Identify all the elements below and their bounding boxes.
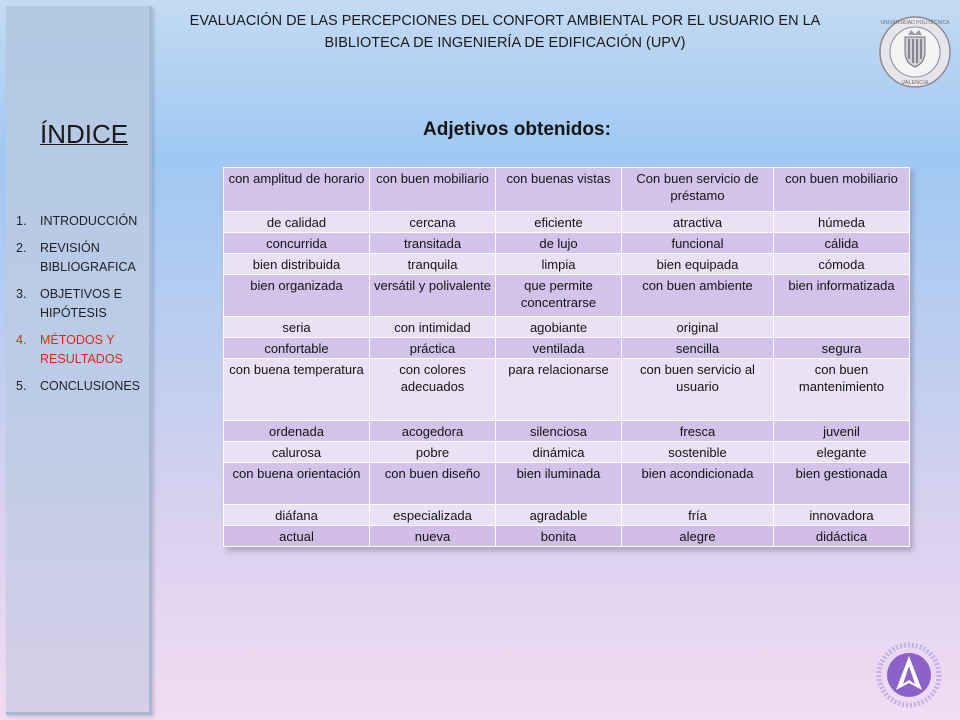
table-cell: que permite concentrarse — [496, 275, 622, 317]
table-cell: húmeda — [774, 212, 910, 233]
header-line-2: BIBLIOTECA DE INGENIERÍA DE EDIFICACIÓN (UPV) — [324, 35, 686, 51]
table-cell: calurosa — [224, 442, 370, 463]
table-row — [224, 212, 910, 233]
table-row — [224, 254, 910, 275]
seal-text-top: UNIVERSIDAD POLITÉCNICA — [880, 20, 950, 26]
table-cell: segura — [774, 338, 910, 359]
menu-item-metodos[interactable] — [16, 331, 141, 369]
menu-item-number: 1. — [16, 214, 27, 228]
table-cell: dinámica — [496, 442, 622, 463]
table-cell: con buen servicio al usuario — [622, 359, 774, 421]
table-cell: confortable — [224, 338, 370, 359]
table-cell: agobiante — [496, 317, 622, 338]
table-cell: con buen diseño — [370, 463, 496, 505]
university-seal-icon — [878, 15, 952, 89]
table-cell: eficiente — [496, 212, 622, 233]
table-cell: ventilada — [496, 338, 622, 359]
table-cell: bien organizada — [224, 275, 370, 317]
table-cell: acogedora — [370, 421, 496, 442]
table-cell: atractiva — [622, 212, 774, 233]
table-cell: ordenada — [224, 421, 370, 442]
table-cell: sostenible — [622, 442, 774, 463]
menu-item-number: 3. — [16, 287, 27, 301]
table-cell: seria — [224, 317, 370, 338]
school-logo-icon — [874, 640, 944, 710]
table-row — [224, 421, 910, 442]
table-cell: bien iluminada — [496, 463, 622, 505]
table-cell: fresca — [622, 421, 774, 442]
table-cell: con buen mobiliario — [774, 168, 910, 212]
page-header — [180, 10, 830, 54]
table-cell: bien gestionada — [774, 463, 910, 505]
table-cell: funcional — [622, 233, 774, 254]
table-cell: bien informatizada — [774, 275, 910, 317]
table-cell: cálida — [774, 233, 910, 254]
table-cell: de lujo — [496, 233, 622, 254]
menu-item-objetivos[interactable] — [16, 285, 141, 323]
table-cell: didáctica — [774, 526, 910, 547]
table-cell: silenciosa — [496, 421, 622, 442]
table-cell: con buen mantenimiento — [774, 359, 910, 421]
table-cell: bien distribuida — [224, 254, 370, 275]
menu-item-label: OBJETIVOS E HIPÓTESIS — [40, 287, 122, 320]
adjectives-table — [223, 167, 910, 547]
table-cell: alegre — [622, 526, 774, 547]
table-cell: agradable — [496, 505, 622, 526]
table-cell: diáfana — [224, 505, 370, 526]
table-row — [224, 442, 910, 463]
table-cell: bonita — [496, 526, 622, 547]
table-cell: versátil y polivalente — [370, 275, 496, 317]
table-cell: limpia — [496, 254, 622, 275]
menu-item-conclusiones[interactable] — [16, 377, 141, 396]
table-row — [224, 338, 910, 359]
table-cell: bien equipada — [622, 254, 774, 275]
content-title: Adjetivos obtenidos: — [423, 119, 611, 140]
table-cell: especializada — [370, 505, 496, 526]
table-cell: nueva — [370, 526, 496, 547]
table-row — [224, 505, 910, 526]
table-cell: original — [622, 317, 774, 338]
table-cell: con amplitud de horario — [224, 168, 370, 212]
table-row — [224, 463, 910, 505]
table-cell — [774, 317, 910, 338]
table-row — [224, 233, 910, 254]
table-row — [224, 317, 910, 338]
table-cell: con colores adecuados — [370, 359, 496, 421]
header-line-1: EVALUACIÓN DE LAS PERCEPCIONES DEL CONFORT AMBIENTAL POR EL USUARIO EN LA — [189, 13, 821, 29]
table-row — [224, 275, 910, 317]
table-row — [224, 359, 910, 421]
menu-item-label: MÉTODOS Y RESULTADOS — [40, 333, 123, 366]
table-cell: bien acondicionada — [622, 463, 774, 505]
table-cell: con buena temperatura — [224, 359, 370, 421]
table-cell: Con buen servicio de préstamo — [622, 168, 774, 212]
table-row — [224, 526, 910, 547]
table-cell: con buen mobiliario — [370, 168, 496, 212]
menu-item-number: 5. — [16, 379, 27, 393]
sidebar-title: ÍNDICE — [40, 119, 129, 149]
menu-item-number: 2. — [16, 241, 27, 255]
table-cell: elegante — [774, 442, 910, 463]
table-cell: innovadora — [774, 505, 910, 526]
table-cell: pobre — [370, 442, 496, 463]
table-cell: tranquila — [370, 254, 496, 275]
menu-item-revision[interactable] — [16, 239, 141, 277]
table-cell: con buena orientación — [224, 463, 370, 505]
table-cell: con intimidad — [370, 317, 496, 338]
table-cell: concurrida — [224, 233, 370, 254]
index-menu — [16, 212, 141, 404]
table-cell: cercana — [370, 212, 496, 233]
table-cell: de calidad — [224, 212, 370, 233]
table-cell: juvenil — [774, 421, 910, 442]
table-cell: práctica — [370, 338, 496, 359]
table-cell: cómoda — [774, 254, 910, 275]
seal-text-bottom: VALENCIA — [901, 80, 929, 86]
menu-item-label: REVISIÓN BIBLIOGRAFICA — [40, 241, 136, 274]
menu-item-introduccion[interactable] — [16, 212, 141, 231]
table-cell: fría — [622, 505, 774, 526]
menu-item-label: INTRODUCCIÓN — [40, 214, 138, 228]
menu-item-number: 4. — [16, 333, 27, 347]
table-cell: transitada — [370, 233, 496, 254]
table-row — [224, 168, 910, 212]
sidebar — [6, 6, 152, 715]
table-cell: con buen ambiente — [622, 275, 774, 317]
table-cell: para relacionarse — [496, 359, 622, 421]
table-cell: con buenas vistas — [496, 168, 622, 212]
table-cell: sencilla — [622, 338, 774, 359]
menu-item-label: CONCLUSIONES — [40, 379, 141, 393]
table-cell: actual — [224, 526, 370, 547]
